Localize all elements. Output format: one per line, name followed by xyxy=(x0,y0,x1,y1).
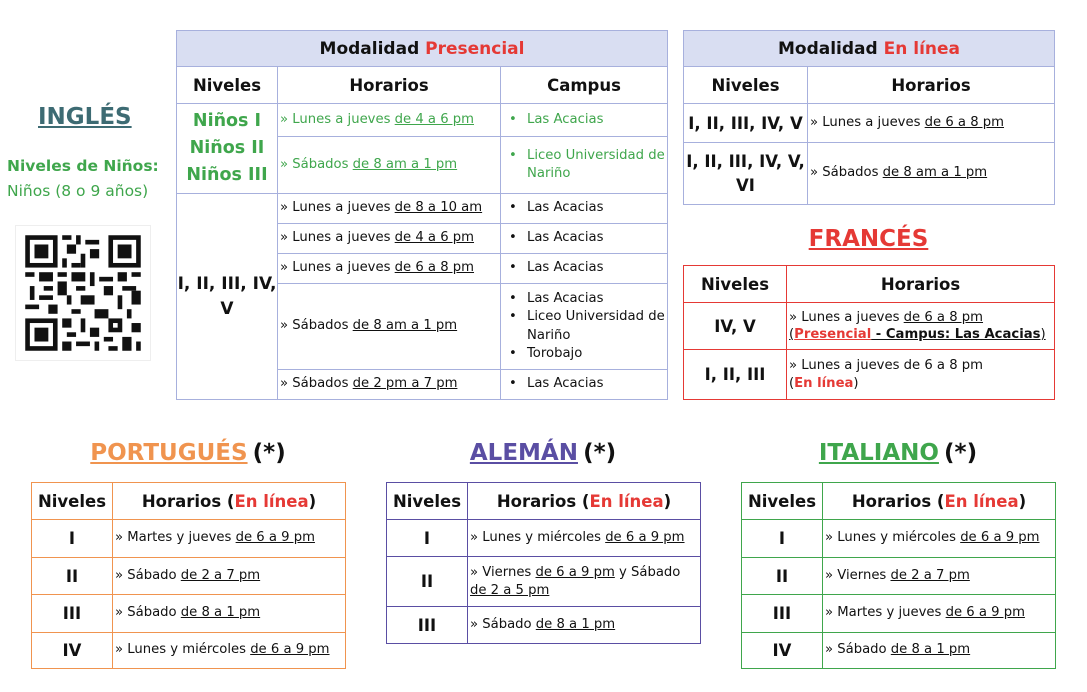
table-row: IV » Lunes y miércoles de 6 a 9 pm xyxy=(32,633,346,669)
campus-cell: • Las Acacias xyxy=(501,370,668,400)
levels-cell: IV, V xyxy=(684,303,787,350)
portugues-title: PORTUGUÉS (*) xyxy=(90,440,286,466)
schedule-cell: » Lunes a jueves de 4 a 6 pm xyxy=(278,224,501,254)
col-header-horarios: Horarios xyxy=(278,67,501,104)
schedule-cell: » Lunes a jueves de 6 a 8 pm xyxy=(808,104,1055,143)
schedule-cell: » Lunes a jueves de 4 a 6 pm xyxy=(278,104,501,137)
table-row: III » Martes y jueves de 6 a 9 pm xyxy=(742,595,1056,633)
table-row: I » Lunes y miércoles de 6 a 9 pm xyxy=(742,520,1056,558)
col-header-niveles: Niveles xyxy=(177,67,278,104)
col-header-horarios: Horarios xyxy=(787,266,1055,303)
ingles-presencial-table xyxy=(176,30,668,400)
table-row: I » Lunes y miércoles de 6 a 9 pm xyxy=(387,520,701,557)
table-row xyxy=(684,143,1055,205)
aleman-table xyxy=(386,482,701,644)
schedule-cell: » Lunes a jueves de 6 a 8 pm (Presencial - Campus: Las Acacias) xyxy=(787,303,1055,350)
col-header-niveles: Niveles xyxy=(684,67,808,104)
col-header-horarios: Horarios xyxy=(808,67,1055,104)
table-row: III » Sábado de 8 a 1 pm xyxy=(387,607,701,644)
kids-levels: Niños I Niños II Niños III xyxy=(177,104,278,194)
aleman-title: ALEMÁN (*) xyxy=(469,440,617,466)
schedule-cell: » Sábados de 8 am a 1 pm xyxy=(278,137,501,194)
table-row: I » Martes y jueves de 6 a 9 pm xyxy=(32,520,346,558)
campus-cell: • Las Acacias xyxy=(501,104,668,137)
levels-cell: I, II, III xyxy=(684,350,787,400)
ingles-online-table xyxy=(683,30,1055,205)
table-row: III » Sábado de 8 a 1 pm xyxy=(32,595,346,633)
portugues-table xyxy=(31,482,346,669)
table-row xyxy=(177,104,668,137)
table-row xyxy=(684,104,1055,143)
col-header-horarios: Horarios (En línea) xyxy=(468,483,701,520)
table-row xyxy=(177,194,668,224)
campus-cell: • Las Acacias • Liceo Universidad de Nariño • Torobajo xyxy=(501,284,668,370)
ninos-ages: Niños (8 o 9 años) xyxy=(7,182,149,200)
ninos-levels-label: Niveles de Niños: xyxy=(7,157,159,175)
levels-cell: I, II, III, IV, V xyxy=(684,104,808,143)
adult-levels: I, II, III, IV, V xyxy=(177,194,278,400)
table-row xyxy=(684,350,1055,400)
levels-cell: I, II, III, IV, V, VI xyxy=(684,143,808,205)
ingles-title: INGLÉS xyxy=(38,104,132,130)
campus-cell: • Las Acacias xyxy=(501,194,668,224)
table-row xyxy=(684,303,1055,350)
campus-cell: • Las Acacias xyxy=(501,224,668,254)
col-header-niveles: Niveles xyxy=(32,483,113,520)
qr-code-icon xyxy=(16,226,150,360)
col-header-horarios: Horarios (En línea) xyxy=(823,483,1056,520)
col-header-horarios: Horarios (En línea) xyxy=(113,483,346,520)
schedule-cell: » Lunes a jueves de 6 a 8 pm xyxy=(278,254,501,284)
campus-cell: • Liceo Universidad de Nariño xyxy=(501,137,668,194)
table-row: II » Viernes de 2 a 7 pm xyxy=(742,558,1056,595)
frances-table xyxy=(683,265,1055,400)
frances-title: FRANCÉS xyxy=(808,226,929,252)
campus-cell: • Las Acacias xyxy=(501,254,668,284)
col-header-niveles: Niveles xyxy=(684,266,787,303)
table-row: II » Sábado de 2 a 7 pm xyxy=(32,558,346,595)
table-row: II » Viernes de 6 a 9 pm y Sábado de 2 a 5 pm xyxy=(387,557,701,607)
italiano-table xyxy=(741,482,1056,669)
table-row: IV » Sábado de 8 a 1 pm xyxy=(742,633,1056,669)
col-header-campus: Campus xyxy=(501,67,668,104)
italiano-title: ITALIANO (*) xyxy=(818,440,978,466)
presencial-title: Modalidad Presencial xyxy=(177,31,668,67)
qr-code[interactable] xyxy=(16,226,150,360)
schedule-cell: » Sábados de 2 pm a 7 pm xyxy=(278,370,501,400)
col-header-niveles: Niveles xyxy=(387,483,468,520)
schedule-cell: » Lunes a jueves de 8 a 10 am xyxy=(278,194,501,224)
schedule-cell: » Lunes a jueves de 6 a 8 pm (En línea) xyxy=(787,350,1055,400)
schedule-cell: » Sábados de 8 am a 1 pm xyxy=(808,143,1055,205)
schedule-cell: » Sábados de 8 am a 1 pm xyxy=(278,284,501,370)
online-title: Modalidad En línea xyxy=(684,31,1055,67)
col-header-niveles: Niveles xyxy=(742,483,823,520)
